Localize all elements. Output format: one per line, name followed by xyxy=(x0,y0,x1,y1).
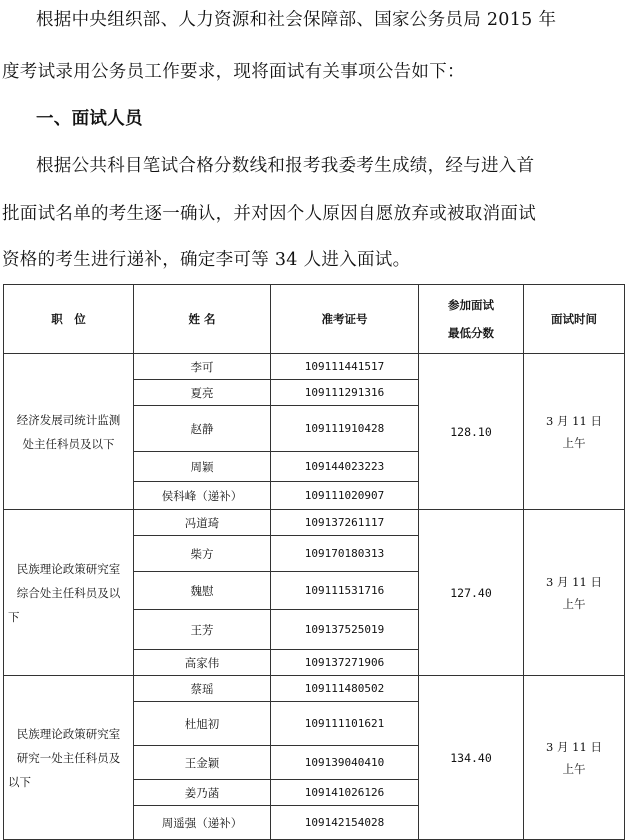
candidate-exam-no: 109141026126 xyxy=(271,780,419,806)
header-min-score-line-2: 最低分数 xyxy=(448,326,494,340)
candidate-name: 柴方 xyxy=(134,536,271,572)
group-3-time-session: 上午 xyxy=(562,761,586,776)
body-line-3: 资格的考生进行递补，确定李可等 34 人进入面试。 xyxy=(2,250,411,270)
body-line-2: 批面试名单的考生逐一确认，并对因个人原因自愿放弃或被取消面试 xyxy=(2,204,536,224)
group-1-position-line-2: 处主任科员及以下 xyxy=(22,436,115,451)
section-heading: 一、面试人员 xyxy=(36,109,143,129)
table-row xyxy=(4,676,625,702)
group-3-time xyxy=(524,676,625,840)
header-min-score-line-1: 参加面试 xyxy=(448,298,494,312)
group-2-position-line-3: 下 xyxy=(8,609,20,624)
group-3-time-date: 3 月 11 日 xyxy=(546,739,602,754)
group-1-time xyxy=(524,354,625,510)
group-2-score: 127.40 xyxy=(419,510,524,676)
candidate-name: 蔡瑶 xyxy=(134,676,271,702)
group-3-position-line-3: 以下 xyxy=(8,774,31,789)
group-3-score: 134.40 xyxy=(419,676,524,840)
candidate-exam-no: 109111101621 xyxy=(271,702,419,746)
candidate-name: 魏慰 xyxy=(134,572,271,610)
group-2-time-session: 上午 xyxy=(562,596,586,611)
candidate-exam-no: 109137525019 xyxy=(271,610,419,650)
table-header-row xyxy=(4,285,625,354)
candidate-name: 周颖 xyxy=(134,452,271,482)
group-1-score: 128.10 xyxy=(419,354,524,510)
group-1-time-date: 3 月 11 日 xyxy=(546,413,602,428)
candidate-exam-no: 109144023223 xyxy=(271,452,419,482)
candidate-name: 王芳 xyxy=(134,610,271,650)
candidate-exam-no: 109111531716 xyxy=(271,572,419,610)
header-name: 姓 名 xyxy=(134,285,271,354)
candidate-exam-no: 109111441517 xyxy=(271,354,419,380)
candidate-name: 姜乃菡 xyxy=(134,780,271,806)
header-min-score xyxy=(419,285,524,354)
intro-line-1: 根据中央组织部、人力资源和社会保障部、国家公务员局 2015 年 xyxy=(36,10,557,30)
candidate-name: 夏亮 xyxy=(134,380,271,406)
candidate-exam-no: 109137271906 xyxy=(271,650,419,676)
candidate-name: 侯科峰（递补） xyxy=(134,482,271,510)
group-1-position xyxy=(4,354,134,510)
candidate-exam-no: 109111020907 xyxy=(271,482,419,510)
intro-line-2: 度考试录用公务员工作要求，现将面试有关事项公告如下： xyxy=(2,62,465,82)
candidate-exam-no: 109139040410 xyxy=(271,746,419,780)
group-1-position-line-1: 经济发展司统计监测 xyxy=(16,412,121,427)
candidate-exam-no: 109111910428 xyxy=(271,406,419,452)
candidate-exam-no: 109111480502 xyxy=(271,676,419,702)
candidate-name: 杜旭初 xyxy=(134,702,271,746)
candidate-name: 赵静 xyxy=(134,406,271,452)
candidate-name: 高家伟 xyxy=(134,650,271,676)
interview-table xyxy=(3,284,625,840)
candidate-name: 李可 xyxy=(134,354,271,380)
table-row xyxy=(4,510,625,536)
group-2-time-date: 3 月 11 日 xyxy=(546,574,602,589)
group-3-position xyxy=(4,676,134,840)
group-2-position xyxy=(4,510,134,676)
candidate-name: 冯道琦 xyxy=(134,510,271,536)
group-2-time xyxy=(524,510,625,676)
group-2-position-line-2: 综合处主任科员及以 xyxy=(16,585,121,600)
candidate-exam-no: 109170180313 xyxy=(271,536,419,572)
header-exam-no: 准考证号 xyxy=(271,285,419,354)
group-2-position-line-1: 民族理论政策研究室 xyxy=(16,561,121,576)
body-line-1: 根据公共科目笔试合格分数线和报考我委考生成绩，经与进入首 xyxy=(36,156,535,176)
header-time: 面试时间 xyxy=(524,285,625,354)
group-3-position-line-2: 研究一处主任科员及 xyxy=(16,750,121,765)
candidate-name: 王金颖 xyxy=(134,746,271,780)
candidate-name: 周遥强（递补） xyxy=(134,806,271,840)
candidate-exam-no: 109137261117 xyxy=(271,510,419,536)
candidate-exam-no: 109142154028 xyxy=(271,806,419,840)
group-3-position-line-1: 民族理论政策研究室 xyxy=(16,726,121,741)
group-1-time-session: 上午 xyxy=(562,435,586,450)
table-row xyxy=(4,354,625,380)
header-position: 职 位 xyxy=(4,285,134,354)
candidate-exam-no: 109111291316 xyxy=(271,380,419,406)
